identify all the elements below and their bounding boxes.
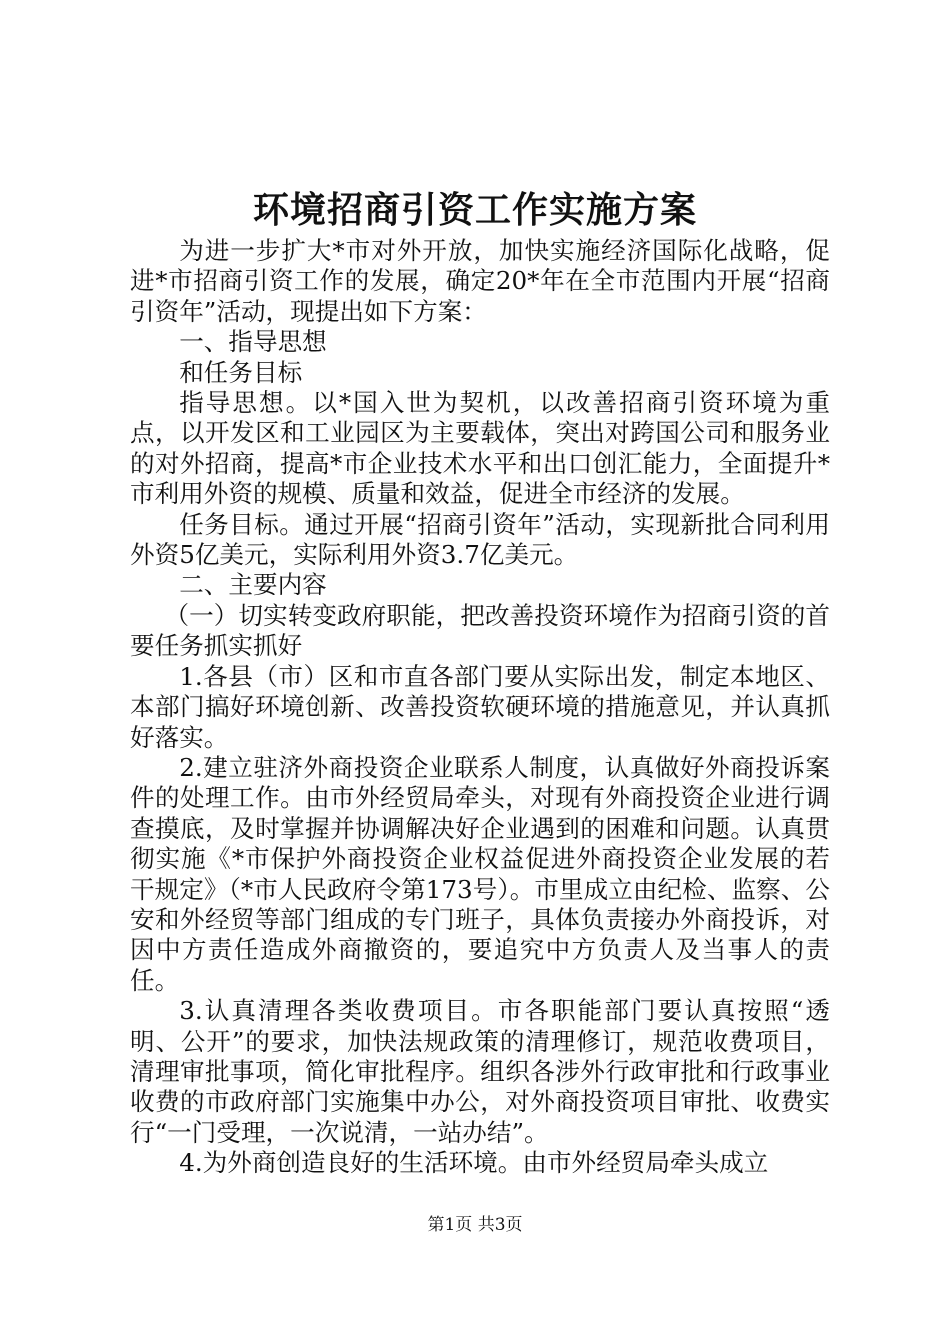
- paragraph-guiding-thought: 指导思想。以*国入世为契机，以改善招商引资环境为重点，以开发区和工业园区为主要载体，突出对跨国公司和服务业的对外招商，提高*市企业技术水平和出口创汇能力，全面提升*市利用外资的规模、质量和效益，促进全市经济的发展。: [130, 388, 830, 509]
- section-heading-1: 一、指导思想: [179, 327, 327, 357]
- list-item-2: 2.建立驻济外商投资企业联系人制度，认真做好外商投诉案件的处理工作。由市外经贸局牵头，对现有外商投资企业进行调查摸底，及时掌握并协调解决好企业遇到的困难和问题。认真贯彻实施《*市保护外商投资企业权益促进外商投资企业发展的若干规定》（*市人民政府令第173号）。市里成立由纪检、监察、公安和外经贸等部门组成的专门班子，具体负责接办外商投诉，对因中方责任造成外商撤资的，要追究中方负责人及当事人的责任。: [130, 752, 830, 995]
- paragraph-intro: 为进一步扩大*市对外开放，加快实施经济国际化战略，促进*市招商引资工作的发展，确定20*年在全市范围内开展“招商引资年”活动，现提出如下方案：: [130, 236, 830, 326]
- document-title: 环境招商引资工作实施方案: [252, 189, 697, 231]
- paragraph-task-goal: 任务目标。通过开展“招商引资年”活动，实现新批合同利用外资5亿美元，实际利用外资3.7亿美元。: [130, 509, 830, 570]
- subsection-heading-1: （一）切实转变政府职能，把改善投资环境作为招商引资的首要任务抓实抓好: [130, 600, 830, 661]
- page-footer: 第1页 共3页: [427, 1215, 523, 1235]
- list-item-4: 4.为外商创造良好的生活环境。由市外经贸局牵头成立: [179, 1148, 769, 1178]
- section-heading-2: 二、主要内容: [179, 570, 327, 600]
- document-body: [130, 236, 830, 1179]
- list-item-3: 3.认真清理各类收费项目。市各职能部门要认真按照“透明、公开”的要求，加快法规政策的清理修订，规范收费项目，清理审批事项，简化审批程序。组织各涉外行政审批和行政事业收费的市政府部门实施集中办公，对外商投资项目审批、收费实行“一门受理，一次说清，一站办结”。: [130, 996, 830, 1147]
- list-item-1: 1.各县（市）区和市直各部门要从实际出发，制定本地区、本部门搞好环境创新、改善投资软硬环境的措施意见，并认真抓好落实。: [130, 661, 830, 752]
- section-heading-1-cont: 和任务目标: [179, 357, 303, 387]
